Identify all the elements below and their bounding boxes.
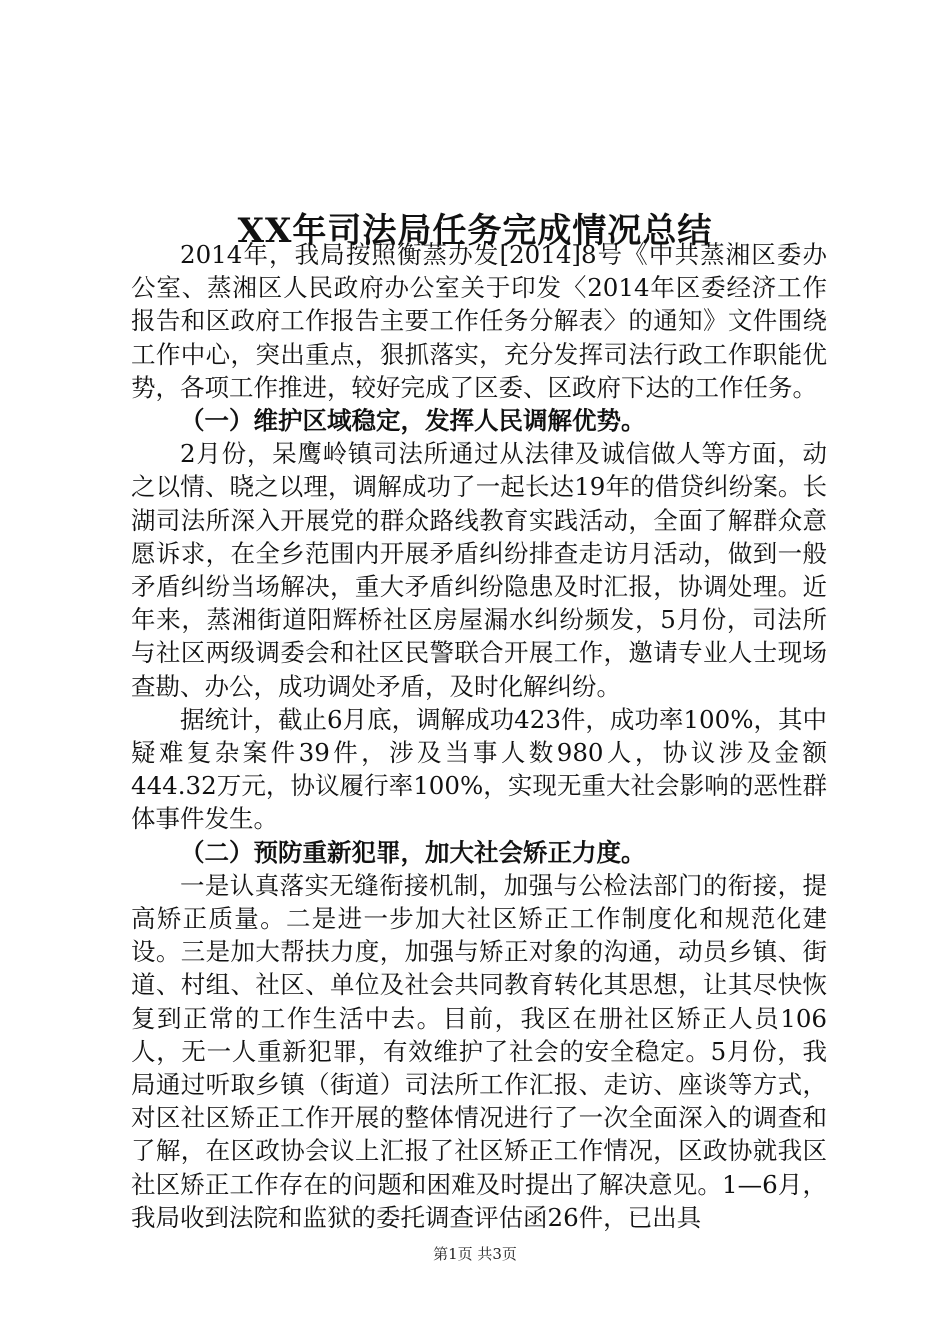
page-footer: 第1页 共3页 [433, 1245, 517, 1263]
section2-paragraph-1: 一是认真落实无缝衔接机制，加强与公检法部门的衔接，提高矫正质量。二是进一步加大社区矫正工作制度化和规范化建设。三是加大帮扶力度，加强与矫正对象的沟通，动员乡镇、街道、村组、社区、单位及社会共同教育转化其思想，让其尽快恢复到正常的工作生活中去。目前，我区在册社区矫正人员106人，无一人重新犯罪，有效维护了社会的安全稳定。5月份，我局通过听取乡镇（街道）司法所工作汇报、走访、座谈等方式，对区社区矫正工作开展的整体情况进行了一次全面深入的调查和了解，在区政协会议上汇报了社区矫正工作情况，区政协就我区社区矫正工作存在的问题和困难及时提出了解决意见。1—6月，我局收到法院和监狱的委托调查评估函26件，已出具 [131, 870, 827, 1232]
section-heading-1: （一）维护区域稳定，发挥人民调解优势。 [180, 406, 646, 436]
section1-paragraph-1: 2月份，呆鹰岭镇司法所通过从法律及诚信做人等方面，动之以情、晓之以理，调解成功了一起长达19年的借贷纠纷案。长湖司法所深入开展党的群众路线教育实践活动，全面了解群众意愿诉求，在全乡范围内开展矛盾纠纷排查走访月活动，做到一般矛盾纠纷当场解决，重大矛盾纠纷隐患及时汇报，协调处理。近年来，蒸湘街道阳辉桥社区房屋漏水纠纷频发，5月份，司法所与社区两级调委会和社区民警联合开展工作，邀请专业人士现场查勘、办公，成功调处矛盾，及时化解纠纷。 [131, 439, 827, 701]
intro-paragraph: 2014年，我局按照衡蒸办发[2014]8号《中共蒸湘区委办公室、蒸湘区人民政府办公室关于印发〈2014年区委经济工作报告和区政府工作报告主要工作任务分解表〉的通知》文件围绕工作中心，突出重点，狠抓落实，充分发挥司法行政工作职能优势，各项工作推进，较好完成了区委、区政府下达的工作任务。 [131, 240, 827, 402]
document-title: XX年司法局任务完成情况总结 [237, 210, 713, 251]
section-heading-2: （二）预防重新犯罪，加大社会矫正力度。 [180, 837, 646, 867]
section1-paragraph-2: 据统计，截止6月底，调解成功423件，成功率100%，其中疑难复杂案件39件，涉及当事人数980人，协议涉及金额444.32万元，协议履行率100%，实现无重大社会影响的恶性群体事件发生。 [131, 704, 827, 834]
document-body [131, 238, 827, 1234]
